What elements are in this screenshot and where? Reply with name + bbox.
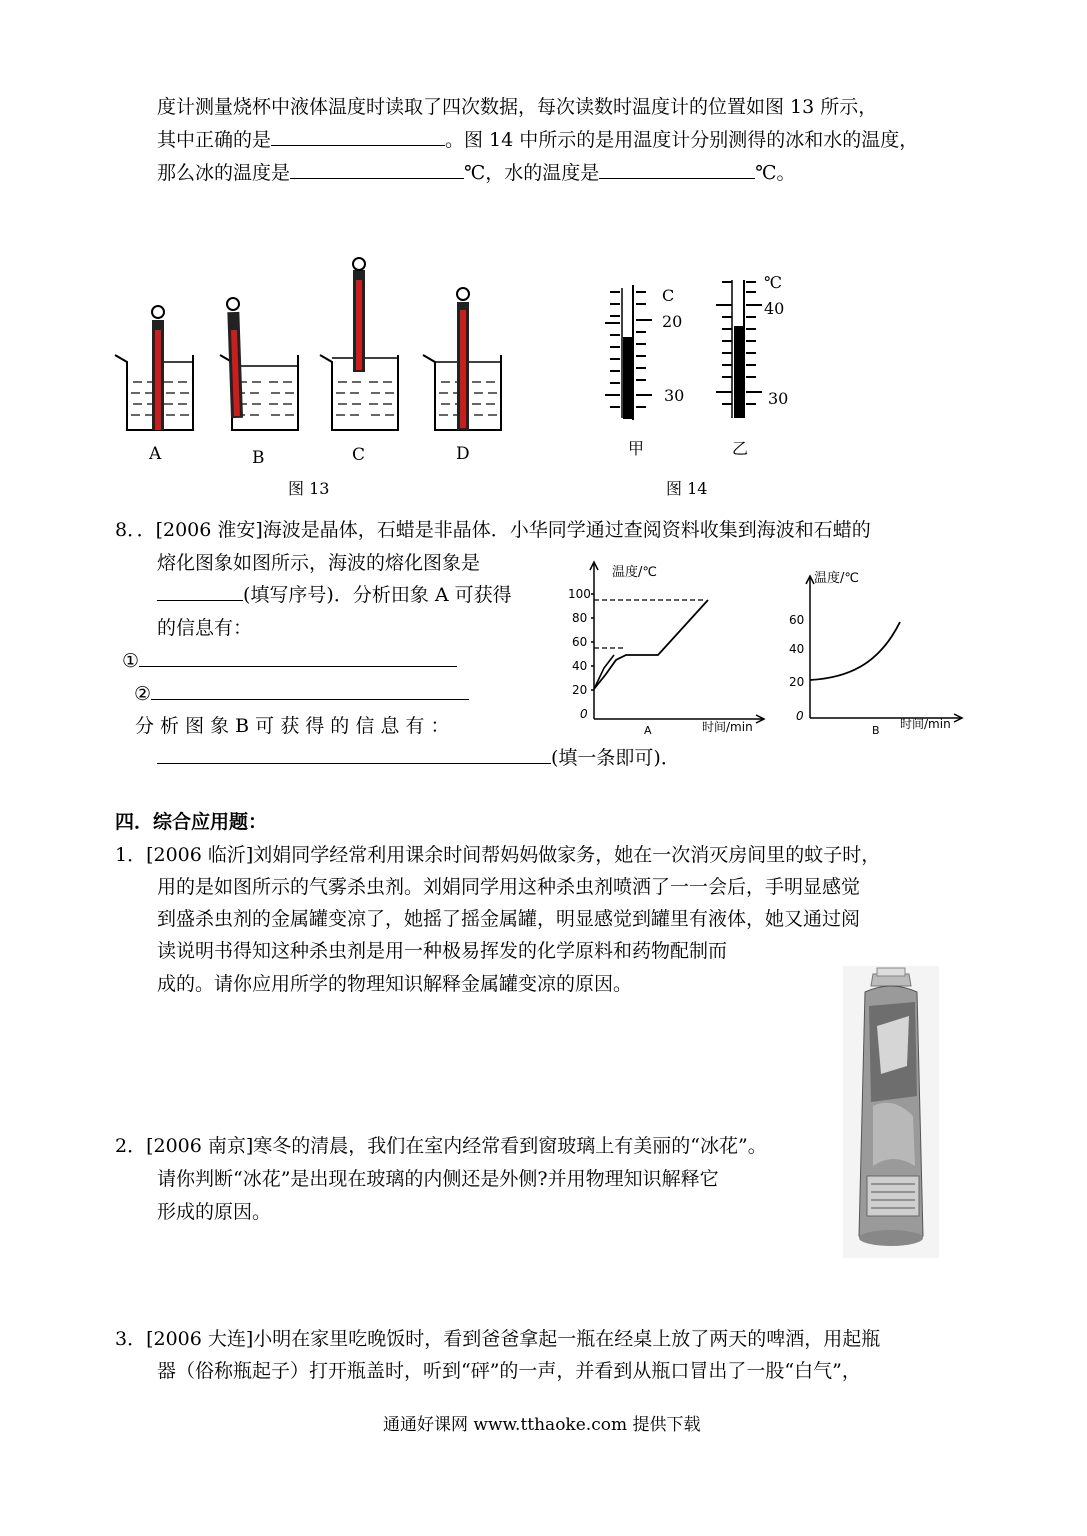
answer-blank-13[interactable]: [271, 127, 445, 146]
fig14-caption: 图 14: [666, 479, 708, 498]
melting-graph-b: [786, 566, 971, 741]
thermometer-jia: [605, 285, 652, 420]
jia-tick-top: 20: [662, 312, 683, 331]
q8-item1: [122, 648, 457, 674]
info-blank-b[interactable]: [157, 745, 551, 764]
q2-line1: 2．[2006 南京]寒冬的清晨，我们在室内经常看到窗玻璃上有美丽的“冰花”。: [115, 1135, 767, 1157]
q7-line2-prefix: 其中正确的是: [157, 129, 272, 151]
chart-a-xlabel: 时间/min: [702, 720, 753, 734]
thermometer-yi: [716, 280, 762, 418]
chart-a-tick-80: 80: [572, 611, 588, 625]
yi-label: 乙: [732, 439, 749, 458]
ice-temp-blank[interactable]: [290, 160, 464, 179]
beaker-a: [115, 306, 193, 430]
q7-line3-c: ℃。: [755, 162, 796, 184]
beaker-d: [423, 288, 501, 430]
item1-marker: ①: [122, 650, 140, 672]
chart-b-tick-40: 40: [789, 642, 805, 656]
jia-tick-bottom: 30: [664, 386, 685, 405]
insecticide-spray-can-photo: [843, 966, 939, 1258]
q7-line3: [157, 160, 796, 186]
fig13-caption: 图 13: [288, 479, 330, 498]
chart-b-name: B: [872, 724, 880, 737]
chart-b-tick-60: 60: [789, 613, 805, 627]
chart-a-ylabel: 温度/℃: [612, 565, 657, 580]
beaker-b: [220, 298, 298, 430]
yi-unit: ℃: [764, 273, 782, 292]
section-4-title: 四．综合应用题：: [115, 811, 268, 833]
q7-line1: 度计测量烧杯中液体温度时读取了四次数据，每次读数时温度计的位置如图 13 所示，: [157, 96, 878, 118]
chart-a-name: A: [644, 724, 652, 737]
q1-line2: 用的是如图所示的气雾杀虫剂。刘娟同学用这种杀虫剂喷洒了一一会后，手明显感觉: [157, 876, 861, 898]
q1-line5: 成的。请你应用所学的物理知识解释金属罐变凉的原因。: [157, 973, 633, 995]
q8-line7: 分 析 图 象 B 可 获 得 的 信 息 有 ：: [135, 715, 450, 737]
chart-a-tick-60: 60: [572, 635, 588, 649]
chart-a-tick-40: 40: [572, 659, 588, 673]
haibo-graph-blank[interactable]: [157, 582, 243, 601]
q8-line4: 的信息有：: [157, 617, 253, 639]
chart-b-ylabel: 温度/℃: [814, 571, 859, 586]
q3-line1: 3．[2006 大连]小明在家里吃晚饭时，看到爸爸拿起一瓶在经桌上放了两天的啤酒，用起瓶: [115, 1328, 881, 1350]
chart-a-tick-100: 100: [568, 587, 591, 601]
q7-line2-suffix: 。图 14 中所示的是用温度计分别测得的冰和水的温度，: [445, 129, 919, 151]
q1-line4: 读说明书得知这种杀虫剂是用一种极易挥发的化学原料和药物配制而: [157, 940, 728, 962]
beaker-c: [320, 258, 398, 430]
q8-line1: 8．．[2006 淮安]海波是晶体，石蜡是非晶体．小华同学通过查阅资料收集到海波和石蜡的: [115, 519, 871, 541]
q8-line8-text: (填一条即可)．: [551, 747, 680, 769]
beaker-label-d: D: [456, 444, 470, 464]
q1-line3: 到盛杀虫剂的金属罐变凉了，她摇了摇金属罐，明显感觉到罐里有液体，她又通过阅: [157, 908, 861, 930]
beaker-label-c: C: [352, 445, 366, 465]
chart-b-origin: 0: [796, 709, 804, 723]
info-blank-1[interactable]: [139, 648, 457, 667]
beaker-label-a: A: [149, 444, 162, 464]
item2-marker: ②: [134, 683, 152, 705]
jia-label: 甲: [628, 439, 645, 458]
chart-a-origin: 0: [580, 707, 588, 721]
q8-item2: [134, 681, 469, 707]
q7-line2: [157, 127, 918, 153]
chart-b-tick-20: 20: [789, 675, 805, 689]
q8-line8: [157, 745, 680, 771]
yi-tick-top: 40: [764, 299, 785, 318]
info-blank-2[interactable]: [151, 681, 469, 700]
chart-a-tick-20: 20: [572, 683, 588, 697]
q7-line3-b: ℃，水的温度是: [464, 162, 600, 184]
chart-b-xlabel: 时间/min: [900, 717, 951, 731]
q1-line1: 1．[2006 临沂]刘娟同学经常利用课余时间帮妈妈做家务，她在一次消灭房间里的蚊子时，: [115, 844, 881, 866]
q7-line3-a: 那么冰的温度是: [157, 162, 291, 184]
q2-line2: 请你判断“冰花”是出现在玻璃的内侧还是外侧?并用物理知识解释它: [157, 1168, 719, 1190]
jia-unit: C: [662, 286, 675, 305]
yi-tick-bottom: 30: [768, 389, 789, 408]
q8-line3: [157, 582, 512, 608]
page-footer: 通通好课网 www.tthaoke.com 提供下载: [383, 1415, 701, 1435]
figure-13: [105, 250, 505, 500]
melting-graph-a: [556, 556, 771, 741]
q2-line3: 形成的原因。: [157, 1201, 272, 1223]
q8-line3-text: (填写序号)．分析田象 A 可获得: [243, 584, 512, 606]
q8-line2: 熔化图象如图所示，海波的熔化图象是: [157, 552, 481, 574]
q3-line2: 器（俗称瓶起子）打开瓶盖时，听到“砰”的一声，并看到从瓶口冒出了一股“白气”，: [157, 1360, 861, 1382]
water-temp-blank[interactable]: [599, 160, 755, 179]
beaker-label-b: B: [252, 448, 265, 468]
